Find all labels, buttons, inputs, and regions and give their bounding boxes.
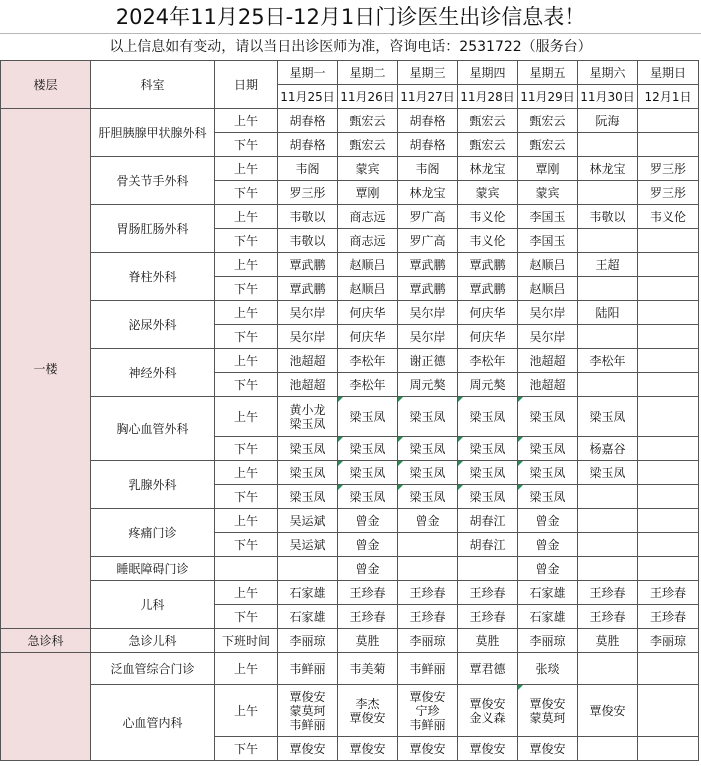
doctor-cell: 罗三彤 (638, 157, 699, 181)
doctor-cell (638, 533, 699, 557)
doctor-cell: 曾金 (338, 533, 398, 557)
doctor-cell: 覃俊安 (338, 737, 398, 761)
doctor-cell: 覃武鹏 (278, 253, 338, 277)
doctor-cell: 赵顺吕 (338, 277, 398, 301)
doctor-cell: 甄宏云 (338, 109, 398, 133)
doctor-cell: 覃刚 (338, 181, 398, 205)
doctor-cell: 覃俊安 (458, 737, 518, 761)
doctor-name-line: 蒙莫珂 (289, 703, 326, 718)
period-cell: 上午 (215, 301, 278, 325)
doctor-cell: 韦敬以 (278, 229, 338, 253)
doctor-cell: 曾金 (518, 533, 578, 557)
schedule-table (0, 60, 699, 761)
doctor-cell (638, 397, 699, 437)
doctor-cell: 梁玉凤 (398, 485, 458, 509)
doctor-cell (578, 277, 638, 301)
doctor-cell: 曾金 (398, 509, 458, 533)
schedule-row (1, 653, 699, 685)
notice-text: 以上信息如有变动，请以当日出诊医师为准，咨询电话：2531722（服务台） (109, 39, 592, 55)
doctor-cell: 周元獒 (398, 373, 458, 397)
doctor-cell (638, 133, 699, 157)
schedule-row (1, 109, 699, 133)
doctor-cell: 韦鲜丽 (398, 653, 458, 685)
dept-cell: 骨关节手外科 (91, 157, 215, 205)
header-weekday: 星期一 (278, 61, 338, 85)
doctor-cell: 罗三彤 (278, 181, 338, 205)
doctor-cell: 林龙宝 (578, 157, 638, 181)
schedule-row (1, 397, 699, 437)
period-cell: 下班时间 (215, 629, 278, 653)
doctor-cell: 李丽琼 (278, 629, 338, 653)
doctor-cell: 罗三彤 (638, 181, 699, 205)
schedule-row (1, 685, 699, 737)
period-cell: 上午 (215, 253, 278, 277)
doctor-cell: 覃武鹏 (278, 277, 338, 301)
period-cell: 下午 (215, 373, 278, 397)
header-weekday: 星期四 (458, 61, 518, 85)
doctor-cell (398, 533, 458, 557)
doctor-cell: 李松年 (338, 349, 398, 373)
doctor-cell: 曾金 (338, 557, 398, 581)
doctor-cell: 周元獒 (458, 373, 518, 397)
doctor-cell: 林龙宝 (458, 157, 518, 181)
doctor-name-line: 金义森 (469, 710, 506, 725)
doctor-cell (578, 229, 638, 253)
doctor-cell: 李国玉 (518, 205, 578, 229)
doctor-name-line: 李杰 (355, 696, 380, 711)
dept-cell: 神经外科 (91, 349, 215, 397)
doctor-cell: 覃武鹏 (398, 277, 458, 301)
doctor-cell: 梁玉凤 (278, 437, 338, 461)
dept-cell: 急诊儿科 (91, 629, 215, 653)
header-weekday: 星期六 (578, 61, 638, 85)
period-cell: 下午 (215, 737, 278, 761)
doctor-cell: 梁玉凤 (278, 485, 338, 509)
doctor-cell: 吴尔岸 (398, 325, 458, 349)
period-cell: 上午 (215, 581, 278, 605)
doctor-cell: 梁玉凤 (518, 461, 578, 485)
doctor-cell: 胡春格 (398, 109, 458, 133)
doctor-cell: 林龙宝 (398, 181, 458, 205)
doctor-cell: 韦鲜丽 (278, 653, 338, 685)
doctor-cell (638, 437, 699, 461)
dept-cell: 泛血管综合门诊 (91, 653, 215, 685)
doctor-cell: 韦阁 (398, 157, 458, 181)
schedule-row (1, 581, 699, 605)
doctor-cell (638, 349, 699, 373)
doctor-cell (578, 533, 638, 557)
doctor-cell (638, 737, 699, 761)
doctor-cell (638, 461, 699, 485)
doctor-cell: 王珍春 (338, 605, 398, 629)
doctor-cell (638, 485, 699, 509)
schedule-row (1, 253, 699, 277)
doctor-cell: 李丽琼 (638, 629, 699, 653)
doctor-cell: 吴尔岸 (278, 301, 338, 325)
schedule-row (1, 557, 699, 581)
doctor-cell: 何庆华 (458, 325, 518, 349)
doctor-cell: 赵顺吕 (518, 253, 578, 277)
period-cell: 下午 (215, 325, 278, 349)
doctor-cell: 梁玉凤 (518, 397, 578, 437)
doctor-cell (278, 397, 338, 437)
doctor-cell: 覃俊安 (518, 737, 578, 761)
doctor-cell: 梁玉凤 (578, 397, 638, 437)
doctor-cell: 蒙宾 (338, 157, 398, 181)
doctor-cell: 曾金 (518, 557, 578, 581)
doctor-cell (638, 301, 699, 325)
doctor-cell: 覃武鹏 (458, 253, 518, 277)
doctor-cell (578, 485, 638, 509)
floor-cell: 一楼 (1, 109, 91, 629)
doctor-cell: 池超超 (518, 373, 578, 397)
doctor-cell: 莫胜 (338, 629, 398, 653)
doctor-cell: 李松年 (458, 349, 518, 373)
doctor-cell: 吴运斌 (278, 533, 338, 557)
doctor-cell (578, 133, 638, 157)
doctor-name-line: 覃俊安 (469, 696, 506, 711)
floor-cell: 急诊科 (1, 629, 91, 653)
doctor-name-line: 覃俊安 (409, 689, 446, 704)
doctor-cell: 梁玉凤 (458, 461, 518, 485)
doctor-cell (398, 557, 458, 581)
doctor-cell: 王珍春 (638, 581, 699, 605)
doctor-cell (278, 557, 338, 581)
doctor-cell (638, 229, 699, 253)
doctor-cell: 赵顺吕 (518, 277, 578, 301)
doctor-cell: 胡春江 (458, 533, 518, 557)
header-date-cell: 11月26日 (338, 85, 398, 109)
doctor-cell (578, 373, 638, 397)
doctor-cell: 石家雄 (278, 581, 338, 605)
doctor-cell: 石家雄 (518, 605, 578, 629)
doctor-cell: 梁玉凤 (398, 437, 458, 461)
doctor-cell: 甄宏云 (458, 109, 518, 133)
period-cell: 下午 (215, 133, 278, 157)
doctor-cell (638, 653, 699, 685)
doctor-cell (458, 685, 518, 737)
doctor-name-line: 覃俊安 (349, 710, 386, 725)
dept-cell: 心血管内科 (91, 685, 215, 761)
doctor-cell (578, 181, 638, 205)
doctor-cell (638, 373, 699, 397)
doctor-cell: 罗广高 (398, 229, 458, 253)
doctor-cell: 韦美菊 (338, 653, 398, 685)
doctor-cell: 李松年 (578, 349, 638, 373)
doctor-cell: 王珍春 (638, 605, 699, 629)
doctor-name-line: 黄小龙 (289, 402, 326, 417)
doctor-cell (638, 253, 699, 277)
doctor-cell: 张琰 (518, 653, 578, 685)
schedule-row (1, 629, 699, 653)
doctor-cell: 谢正德 (398, 349, 458, 373)
header-date-cell: 12月1日 (638, 85, 699, 109)
doctor-cell: 莫胜 (578, 629, 638, 653)
header-date: 日期 (215, 61, 278, 109)
doctor-cell (578, 737, 638, 761)
doctor-name-line: 蒙莫珂 (529, 710, 566, 725)
schedule-row (1, 301, 699, 325)
doctor-cell (638, 277, 699, 301)
doctor-cell: 韦义伦 (458, 205, 518, 229)
doctor-cell: 梁玉凤 (518, 485, 578, 509)
doctor-cell: 韦阁 (278, 157, 338, 181)
period-cell: 上午 (215, 509, 278, 533)
doctor-cell: 梁玉凤 (338, 485, 398, 509)
header-weekday: 星期日 (638, 61, 699, 85)
period-cell: 下午 (215, 485, 278, 509)
doctor-cell: 陆阳 (578, 301, 638, 325)
header-dept: 科室 (91, 61, 215, 109)
doctor-cell (638, 557, 699, 581)
header-weekday: 星期三 (398, 61, 458, 85)
doctor-cell: 赵顺吕 (338, 253, 398, 277)
period-cell (215, 557, 278, 581)
doctor-cell: 李松年 (338, 373, 398, 397)
floor-cell (1, 653, 91, 761)
dept-cell: 胸心血管外科 (91, 397, 215, 461)
doctor-cell: 池超超 (278, 373, 338, 397)
doctor-cell: 何庆华 (458, 301, 518, 325)
header-date-cell: 11月28日 (458, 85, 518, 109)
doctor-cell: 覃武鹏 (398, 253, 458, 277)
doctor-cell: 梁玉凤 (578, 461, 638, 485)
doctor-cell: 李国玉 (518, 229, 578, 253)
doctor-cell: 杨嘉谷 (578, 437, 638, 461)
page-title: 2024年11月25日-12月1日门诊医生出诊信息表！ (0, 0, 701, 34)
schedule-row (1, 157, 699, 181)
period-cell: 上午 (215, 205, 278, 229)
dept-cell: 肝胆胰腺甲状腺外科 (91, 109, 215, 157)
doctor-cell: 覃俊安 (278, 737, 338, 761)
doctor-cell (578, 325, 638, 349)
doctor-cell: 商志远 (338, 205, 398, 229)
doctor-name-line: 梁玉凤 (289, 416, 326, 431)
doctor-cell: 甄宏云 (338, 133, 398, 157)
doctor-cell: 吴尔岸 (518, 325, 578, 349)
doctor-cell: 胡春格 (398, 133, 458, 157)
dept-cell: 泌尿外科 (91, 301, 215, 349)
doctor-cell: 石家雄 (518, 581, 578, 605)
period-cell: 下午 (215, 533, 278, 557)
schedule-row (1, 509, 699, 533)
doctor-cell: 王珍春 (458, 605, 518, 629)
doctor-cell: 王珍春 (338, 581, 398, 605)
header-date-cell: 11月25日 (278, 85, 338, 109)
doctor-cell: 李丽琼 (518, 629, 578, 653)
doctor-cell (578, 509, 638, 533)
period-cell: 下午 (215, 229, 278, 253)
schedule-row (1, 461, 699, 485)
doctor-name-line: 覃俊安 (529, 696, 566, 711)
dept-cell: 乳腺外科 (91, 461, 215, 509)
period-cell: 下午 (215, 181, 278, 205)
doctor-cell: 曾金 (518, 509, 578, 533)
period-cell: 上午 (215, 685, 278, 737)
doctor-cell: 梁玉凤 (338, 461, 398, 485)
doctor-cell: 何庆华 (338, 301, 398, 325)
period-cell: 下午 (215, 277, 278, 301)
doctor-cell: 梁玉凤 (278, 461, 338, 485)
doctor-cell: 梁玉凤 (458, 485, 518, 509)
doctor-cell (638, 325, 699, 349)
period-cell: 下午 (215, 437, 278, 461)
doctor-cell: 王珍春 (398, 581, 458, 605)
header-date-cell: 11月29日 (518, 85, 578, 109)
doctor-cell: 吴尔岸 (518, 301, 578, 325)
period-cell: 上午 (215, 461, 278, 485)
dept-cell: 脊柱外科 (91, 253, 215, 301)
doctor-cell: 罗广高 (398, 205, 458, 229)
period-cell: 上午 (215, 349, 278, 373)
doctor-cell: 莫胜 (458, 629, 518, 653)
doctor-cell (638, 685, 699, 737)
doctor-cell: 梁玉凤 (338, 397, 398, 437)
doctor-cell: 韦敬以 (578, 205, 638, 229)
doctor-name-line: 韦鲜丽 (289, 717, 326, 732)
period-cell: 上午 (215, 157, 278, 181)
doctor-cell: 王珍春 (398, 605, 458, 629)
doctor-cell (638, 109, 699, 133)
doctor-cell: 甄宏云 (458, 133, 518, 157)
doctor-cell: 池超超 (278, 349, 338, 373)
doctor-cell: 吴运斌 (278, 509, 338, 533)
period-cell: 上午 (215, 653, 278, 685)
dept-cell: 疼痛门诊 (91, 509, 215, 557)
doctor-cell: 阮海 (578, 109, 638, 133)
doctor-cell: 王珍春 (578, 605, 638, 629)
doctor-cell: 韦敬以 (278, 205, 338, 229)
period-cell: 下午 (215, 605, 278, 629)
doctor-cell: 何庆华 (338, 325, 398, 349)
doctor-cell (458, 557, 518, 581)
doctor-cell: 吴尔岸 (398, 301, 458, 325)
doctor-cell: 商志远 (338, 229, 398, 253)
doctor-cell: 蒙宾 (458, 181, 518, 205)
doctor-cell: 胡春格 (278, 109, 338, 133)
doctor-cell: 覃俊安 (578, 685, 638, 737)
doctor-cell: 梁玉凤 (458, 437, 518, 461)
doctor-cell: 池超超 (518, 349, 578, 373)
doctor-cell: 曾金 (338, 509, 398, 533)
dept-cell: 胃肠肛肠外科 (91, 205, 215, 253)
doctor-cell: 石家雄 (278, 605, 338, 629)
doctor-cell (578, 557, 638, 581)
header-weekday: 星期五 (518, 61, 578, 85)
doctor-cell: 梁玉凤 (398, 397, 458, 437)
doctor-name-line: 覃俊安 (289, 689, 326, 704)
doctor-name-line: 韦鲜丽 (409, 717, 446, 732)
doctor-cell: 梁玉凤 (398, 461, 458, 485)
schedule-row (1, 205, 699, 229)
doctor-cell (398, 685, 458, 737)
doctor-cell: 梁玉凤 (518, 437, 578, 461)
doctor-cell (638, 509, 699, 533)
doctor-cell: 梁玉凤 (458, 397, 518, 437)
doctor-cell: 覃俊安 (398, 737, 458, 761)
doctor-cell: 覃武鹏 (458, 277, 518, 301)
doctor-cell: 胡春江 (458, 509, 518, 533)
doctor-cell: 甄宏云 (518, 109, 578, 133)
schedule-row (1, 349, 699, 373)
header-floor: 楼层 (1, 61, 91, 109)
doctor-cell (338, 685, 398, 737)
dept-cell: 儿科 (91, 581, 215, 629)
header-date-cell: 11月30日 (578, 85, 638, 109)
doctor-cell (518, 685, 578, 737)
doctor-cell (278, 685, 338, 737)
dept-cell: 睡眠障碍门诊 (91, 557, 215, 581)
header-date-cell: 11月27日 (398, 85, 458, 109)
period-cell: 上午 (215, 109, 278, 133)
period-cell: 上午 (215, 397, 278, 437)
doctor-cell (578, 653, 638, 685)
doctor-cell: 甄宏云 (518, 133, 578, 157)
doctor-cell: 吴尔岸 (278, 325, 338, 349)
header-weekday: 星期二 (338, 61, 398, 85)
doctor-cell: 胡春格 (278, 133, 338, 157)
doctor-name-line: 宁珍 (415, 703, 440, 718)
doctor-cell: 王珍春 (578, 581, 638, 605)
doctor-cell: 王超 (578, 253, 638, 277)
doctor-cell: 韦义伦 (638, 205, 699, 229)
doctor-cell: 李丽琼 (398, 629, 458, 653)
doctor-cell: 覃君德 (458, 653, 518, 685)
doctor-cell: 王珍春 (458, 581, 518, 605)
doctor-cell: 梁玉凤 (338, 437, 398, 461)
doctor-cell: 韦义伦 (458, 229, 518, 253)
doctor-cell: 覃刚 (518, 157, 578, 181)
doctor-cell: 蒙宾 (518, 181, 578, 205)
